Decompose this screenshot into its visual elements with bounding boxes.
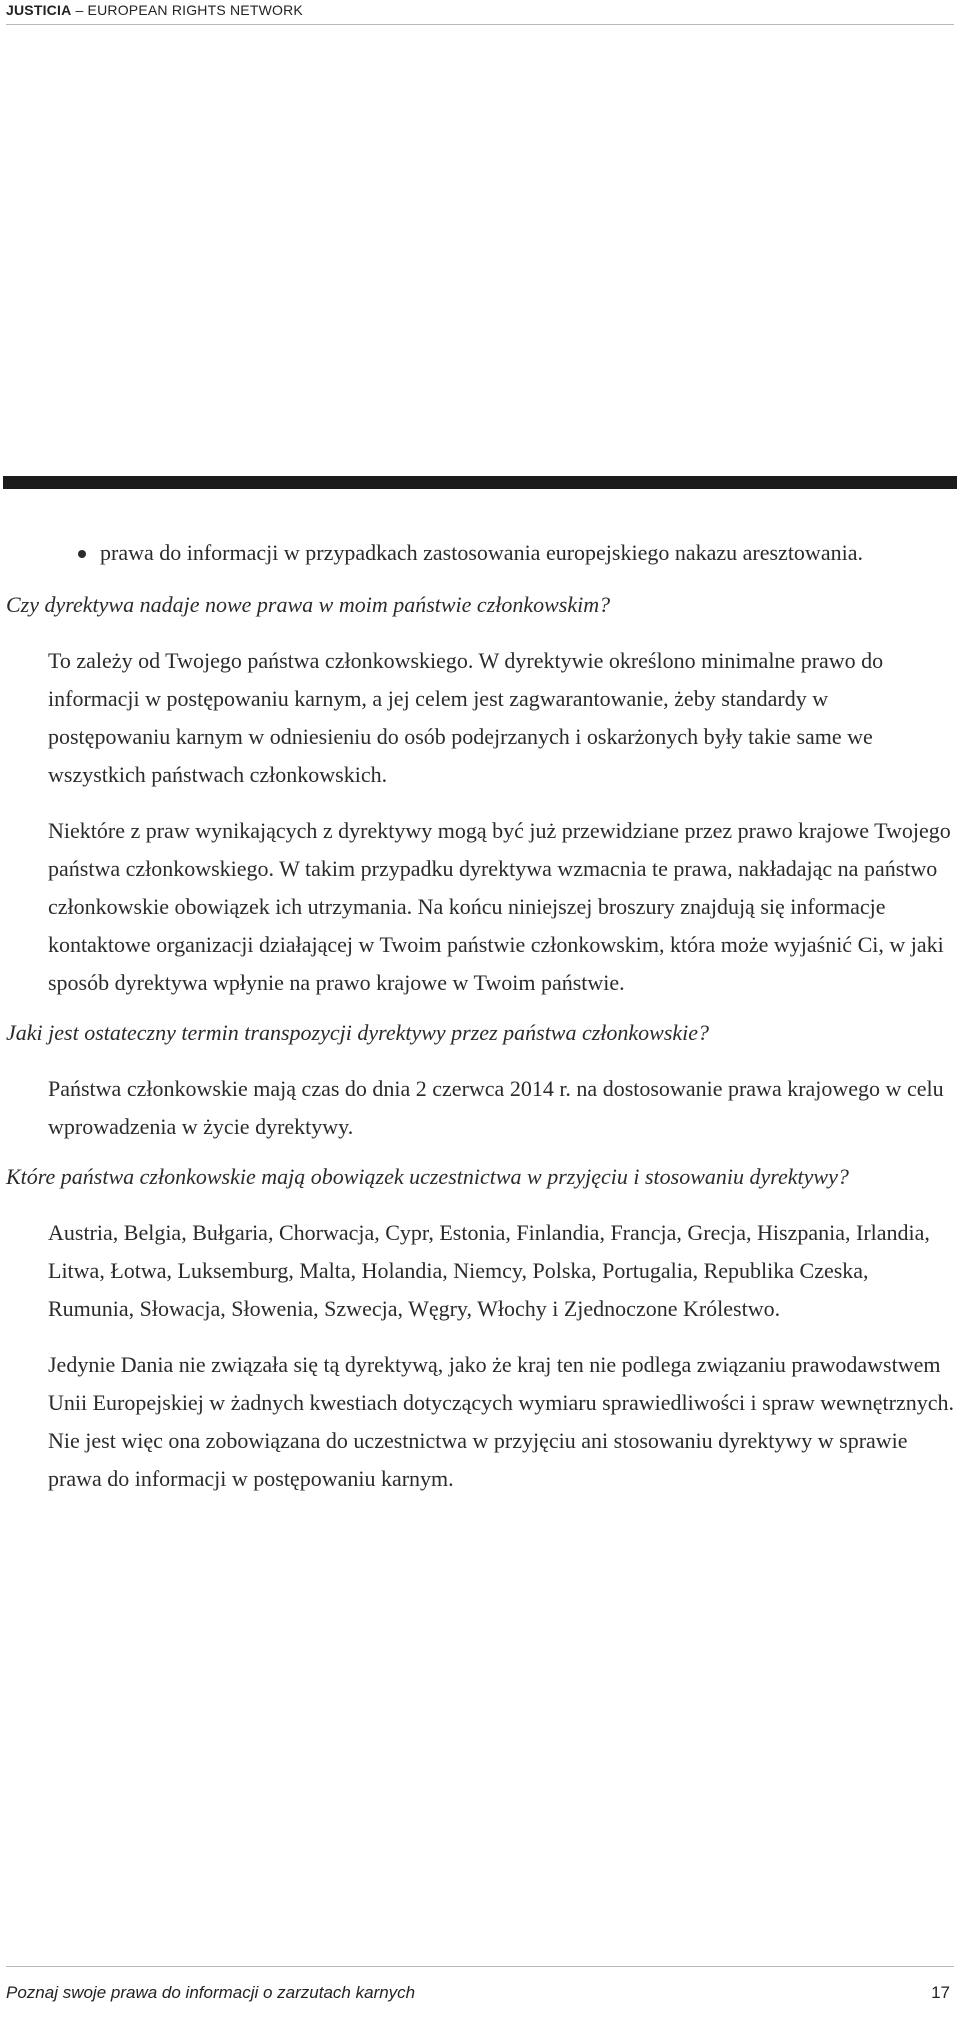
question-heading-directive-new-rights: Czy dyrektywa nadaje nowe prawa w moim państwie członkowskim?: [6, 592, 611, 617]
question-heading-participating-states: Które państwa członkowskie mają obowiązek uczestnictwa w przyjęciu i stosowaniu dyrektywy?: [6, 1164, 849, 1189]
footer-title: Poznaj swoje prawa do informacji o zarzutach karnych: [6, 1983, 416, 2002]
paragraph-country-list: Austria, Belgia, Bułgaria, Chorwacja, Cypr, Estonia, Finlandia, Francja, Grecja, Hiszpania, Irlandia, Litwa, Łotwa, Luksemburg, Malta, Holandia, Niemcy, Polska, Portugalia, Republika Czeska, Rumunia, Słowacja, Słowenia, Szwecja, Węgry, Włochy i Zjednoczone Królestwo.: [48, 1220, 930, 1321]
header-brand: JUSTICIA: [6, 2, 72, 18]
header-subtitle: – EUROPEAN RIGHTS NETWORK: [71, 2, 303, 18]
section-divider: [3, 476, 957, 489]
running-footer: [6, 1966, 954, 2003]
paragraph-denmark: Jedynie Dania nie związała się tą dyrektywą, jako że kraj ten nie podlega związaniu prawodawstwem Unii Europejskiej w żadnych kwestiach dotyczących wymiaru sprawiedliwości i spraw wewnętrznych. Nie jest więc ona zobowiązana do uczestnictwa w przyjęciu ani stosowaniu dyrektywy w sprawie prawa do informacji w postępowaniu karnym.: [48, 1352, 954, 1491]
page-number: 17: [931, 1983, 950, 2002]
paragraph-deadline: Państwa członkowskie mają czas do dnia 2 czerwca 2014 r. na dostosowanie prawa krajowego w celu wprowadzenia w życie dyrektywy.: [48, 1076, 944, 1139]
running-header: [6, 0, 954, 25]
page-content: [0, 532, 960, 1498]
list-item: prawa do informacji w przypadkach zastosowania europejskiego nakazu aresztowania.: [78, 532, 918, 574]
bullet-list: [78, 532, 918, 574]
paragraph-national-law: Niektóre z praw wynikających z dyrektywy mogą być już przewidziane przez prawo krajowe Twojego państwa członkowskiego. W takim przypadku dyrektywa wzmacnia te prawa, nakładając na państwo członkowskie obowiązek ich utrzymania. Na końcu niniejszej broszury znajdują się informacje kontaktowe organizacji działającej w Twoim państwie członkowskim, która może wyjaśnić Ci, w jaki sposób dyrektywa wpłynie na prawo krajowe w Twoim państwie.: [48, 818, 951, 995]
question-heading-transposition-deadline: Jaki jest ostateczny termin transpozycji dyrektywy przez państwa członkowskie?: [6, 1020, 710, 1045]
paragraph-member-state-dependence: To zależy od Twojego państwa członkowskiego. W dyrektywie określono minimalne prawo do informacji w postępowaniu karnym, a jej celem jest zagwarantowanie, żeby standardy w postępowaniu karnym w odniesieniu do osób podejrzanych i oskarżonych były takie same we wszystkich państwach członkowskich.: [48, 648, 884, 787]
